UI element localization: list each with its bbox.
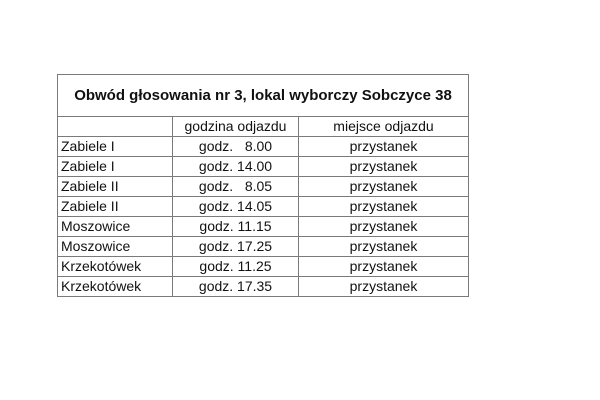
location-cell: Moszowice [58,237,173,257]
departure-table [57,74,469,297]
place-cell: przystanek [299,137,469,157]
location-cell: Krzekotówek [58,257,173,277]
location-cell: Zabiele II [58,177,173,197]
title-row [58,75,469,117]
table-row [58,237,469,257]
header-location [58,117,173,137]
place-cell: przystanek [299,197,469,217]
location-cell: Krzekotówek [58,277,173,297]
time-cell: godz. 14.00 [173,157,299,177]
time-cell: godz. 8.05 [173,177,299,197]
table-row [58,197,469,217]
place-cell: przystanek [299,157,469,177]
location-cell: Moszowice [58,217,173,237]
table-title: Obwód głosowania nr 3, lokal wyborczy Sobczyce 38 [58,75,469,117]
location-cell: Zabiele I [58,157,173,177]
table-row [58,157,469,177]
time-cell: godz. 17.25 [173,237,299,257]
table-row [58,257,469,277]
location-cell: Zabiele II [58,197,173,217]
time-cell: godz. 17.35 [173,277,299,297]
time-cell: godz. 14.05 [173,197,299,217]
table-row [58,277,469,297]
place-cell: przystanek [299,177,469,197]
header-departure-place: miejsce odjazdu [299,117,469,137]
table-row [58,217,469,237]
place-cell: przystanek [299,237,469,257]
table-row [58,137,469,157]
place-cell: przystanek [299,257,469,277]
location-cell: Zabiele I [58,137,173,157]
header-departure-time: godzina odjazdu [173,117,299,137]
time-cell: godz. 8.00 [173,137,299,157]
time-cell: godz. 11.25 [173,257,299,277]
table-row [58,177,469,197]
place-cell: przystanek [299,217,469,237]
header-row [58,117,469,137]
place-cell: przystanek [299,277,469,297]
time-cell: godz. 11.15 [173,217,299,237]
